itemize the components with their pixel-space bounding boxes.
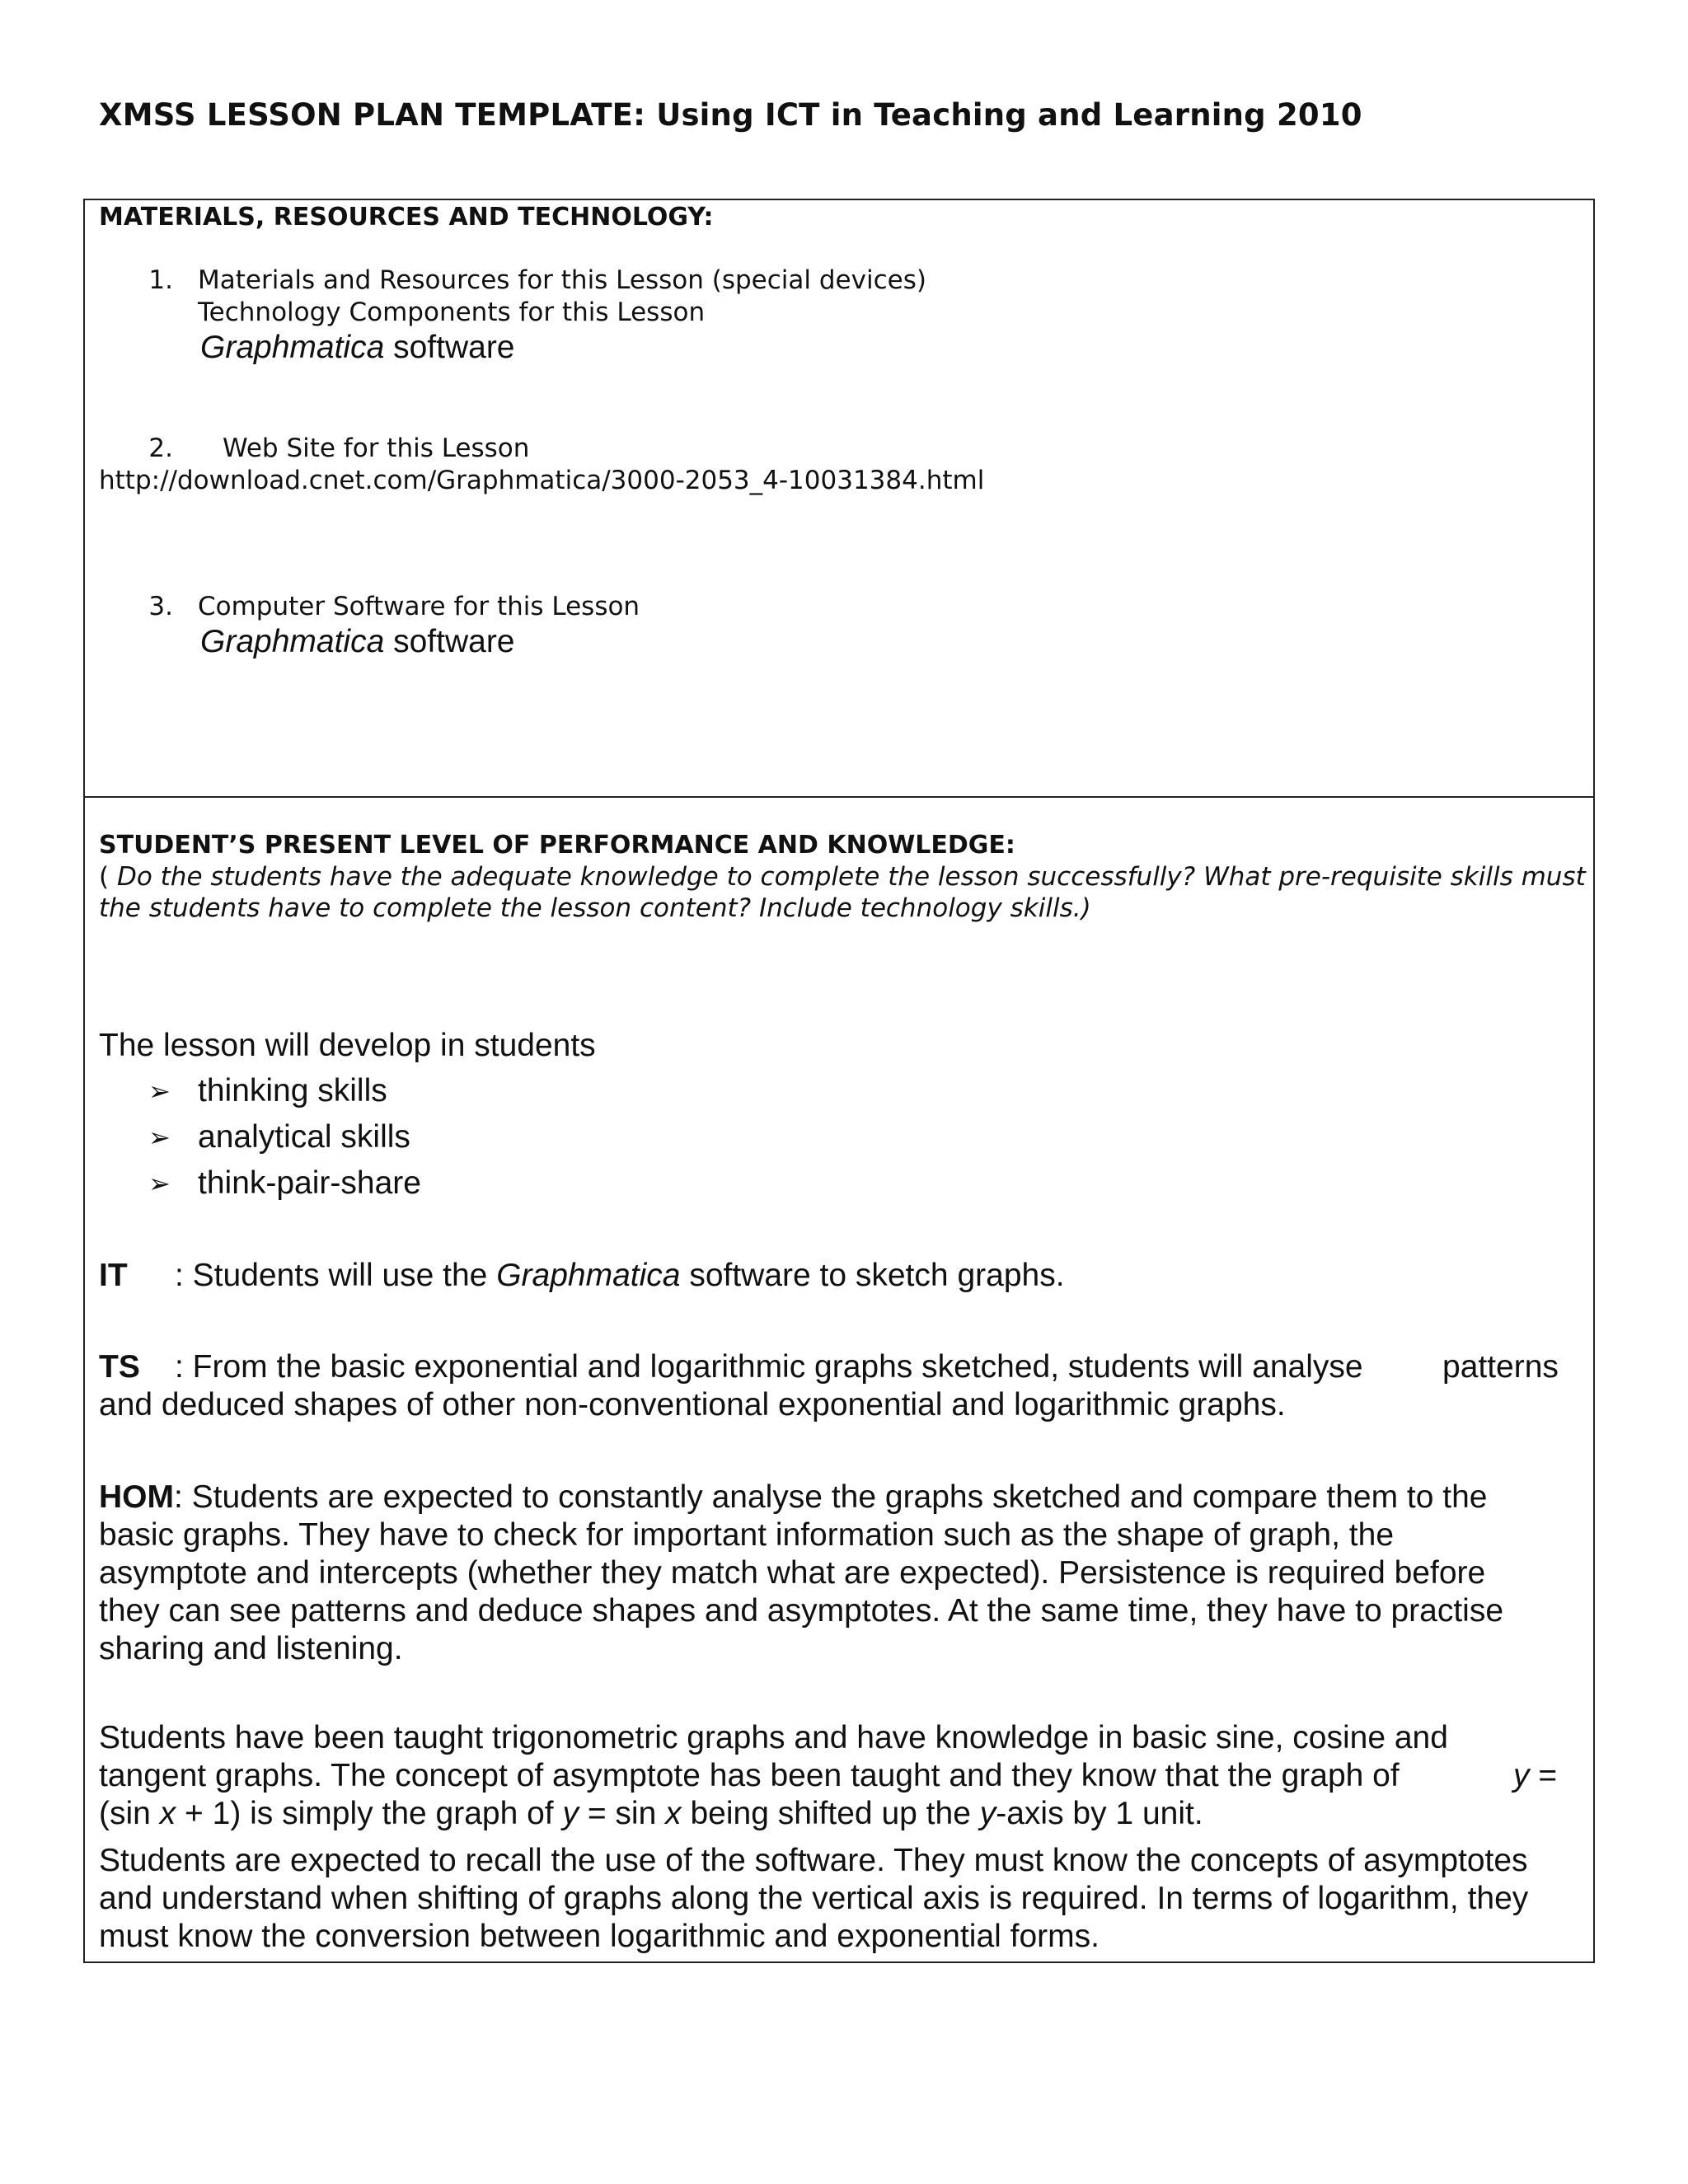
- item-1-number: 1.: [148, 265, 173, 295]
- item-1-tech-label: Technology Components for this Lesson: [198, 298, 706, 327]
- prior-line: and understand when shifting of graphs along the vertical axis is required. In terms of logarithm, they: [99, 1881, 1529, 1916]
- arrow-bullet-icon: ➢: [148, 1122, 171, 1153]
- hom-line: they can see patterns and deduce shapes and asymptotes. At the same time, they have to practise: [99, 1593, 1504, 1629]
- skill-item: think-pair-share: [198, 1165, 421, 1201]
- arrow-bullet-icon: ➢: [148, 1168, 171, 1199]
- prior-line: tangent graphs. The concept of asymptote has been taught and they know that the graph of: [99, 1758, 1400, 1793]
- materials-heading: MATERIALS, RESOURCES AND TECHNOLOGY:: [99, 203, 714, 232]
- student-level-heading: STUDENT’S PRESENT LEVEL OF PERFORMANCE AND KNOWLEDGE:: [99, 831, 1015, 860]
- item-3-software: Graphmatica software: [200, 624, 515, 659]
- item-2-number: 2.: [148, 434, 173, 463]
- ts-text-line2: and deduced shapes of other non-conventional exponential and logarithmic graphs.: [99, 1387, 1286, 1422]
- skill-item: analytical skills: [198, 1119, 410, 1155]
- item-1-software: Graphmatica software: [200, 330, 515, 365]
- hom-line: sharing and listening.: [99, 1631, 403, 1666]
- student-level-prompt: ( Do the students have the adequate knowledge to complete the lesson successfully? What pre-requisite skills must: [99, 862, 1586, 892]
- item-2-label: Web Site for this Lesson: [223, 434, 530, 463]
- ts-text-end: patterns: [1442, 1349, 1559, 1385]
- hom-line1: HOM: Students are expected to constantly analyse the graphs sketched and compare them to the: [99, 1479, 1488, 1515]
- ts-label: TS: [99, 1349, 140, 1385]
- arrow-bullet-icon: ➢: [148, 1076, 171, 1107]
- item-3-label: Computer Software for this Lesson: [198, 592, 640, 621]
- ts-text: : From the basic exponential and logarithmic graphs sketched, students will analyse: [175, 1349, 1363, 1385]
- hom-line: basic graphs. They have to check for important information such as the shape of graph, the: [99, 1517, 1395, 1553]
- prior-line: Students have been taught trigonometric graphs and have knowledge in basic sine, cosine and: [99, 1720, 1448, 1755]
- skill-item: thinking skills: [198, 1073, 387, 1108]
- item-3-number: 3.: [148, 592, 173, 621]
- website-url[interactable]: http://download.cnet.com/Graphmatica/3000-2053_4-10031384.html: [99, 466, 985, 495]
- it-label: IT: [99, 1258, 128, 1293]
- prior-line: Students are expected to recall the use of the software. They must know the concepts of asymptotes: [99, 1843, 1528, 1878]
- it-text: : Students will use the Graphmatica software to sketch graphs.: [175, 1258, 1065, 1293]
- hom-line: asymptote and intercepts (whether they match what are expected). Persistence is required before: [99, 1555, 1486, 1591]
- develop-intro: The lesson will develop in students: [99, 1028, 596, 1063]
- prior-line3: (sin x + 1) is simply the graph of y = sin x being shifted up the y-axis by 1 unit.: [99, 1796, 1203, 1831]
- student-level-prompt-line2: the students have to complete the lesson content? Include technology skills.): [99, 893, 1091, 923]
- document-title: XMSS LESSON PLAN TEMPLATE: Using ICT in Teaching and Learning 2010: [99, 97, 1362, 133]
- item-1-label: Materials and Resources for this Lesson (special devices): [198, 265, 926, 295]
- prior-line2-eq: y =: [1513, 1758, 1558, 1793]
- prior-line: must know the conversion between logarithmic and exponential forms.: [99, 1919, 1100, 1954]
